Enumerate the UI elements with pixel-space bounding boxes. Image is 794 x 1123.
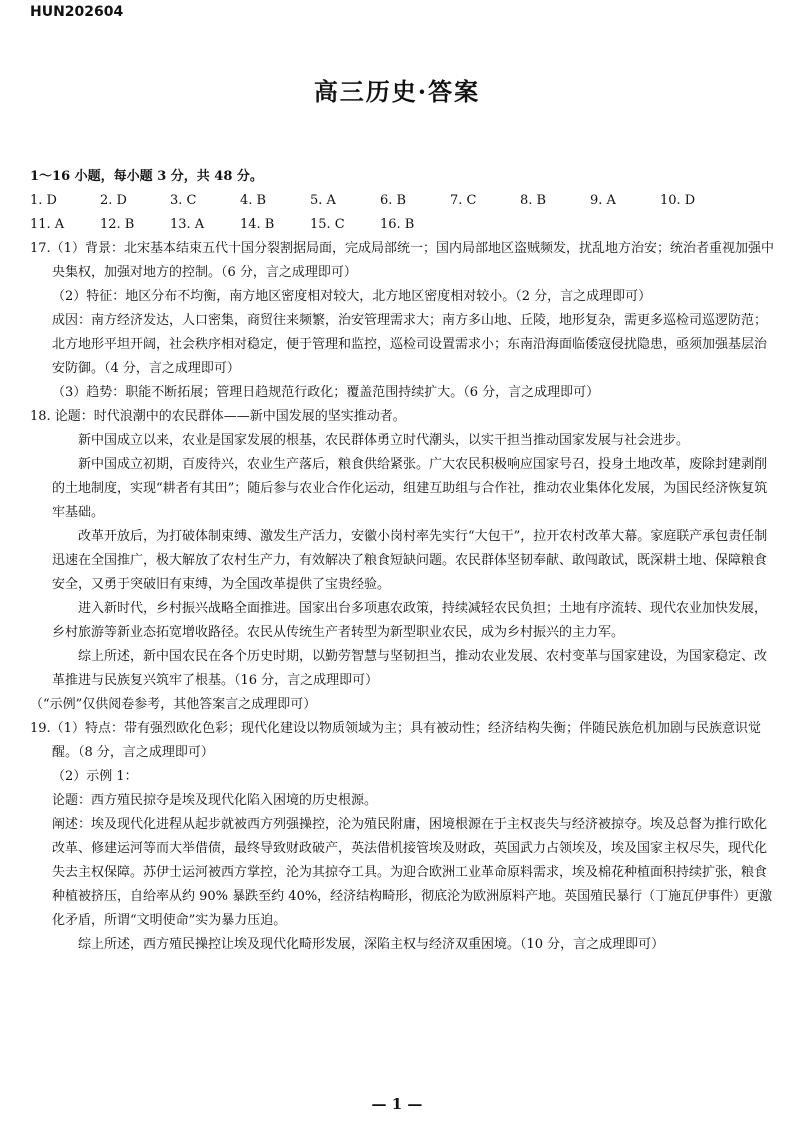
q19-thesis: 论题：西方殖民掠夺是埃及现代化陷入困境的历史根源。 bbox=[52, 793, 378, 808]
answer-2: 2. D bbox=[100, 193, 127, 208]
q19-features: 19.（1）特点：带有强烈欧化色彩；现代化建设以物质领域为主；具有被动性；经济结构失衡；伴随民族危机加剧与民族意识觉醒。（8 分，言之成理即可） bbox=[30, 721, 761, 760]
q19-conclusion: 综上所述，西方殖民操控让埃及现代化畸形发展，深陷主权与经济双重困境。（10 分，言之成理即可） bbox=[78, 937, 665, 952]
q18-paragraph: 新中国成立初期，百废待兴，农业生产落后，粮食供给紧张。广大农民积极响应国家号召，投身土地改革，废除封建剥削的土地制度，实现“耕者有其田”；随后参与农业合作化运动，组建互助组与合作社，推动农业集体化发展，为国民经济恢复筑牢基础。 bbox=[52, 457, 768, 520]
answer-11: 11. A bbox=[30, 217, 65, 232]
multiple-choice-intro: 1～16 小题，每小题 3 分，共 48 分。 bbox=[30, 169, 263, 184]
answer-6: 6. B bbox=[380, 193, 407, 208]
page-number: — 1 — bbox=[371, 1095, 423, 1113]
answers-row-2 bbox=[30, 213, 776, 237]
q18-paragraph: 新中国成立以来，农业是国家发展的根基，农民群体勇立时代潮头，以实干担当推动国家发展与社会进步。 bbox=[78, 433, 690, 448]
answer-5: 5. A bbox=[310, 193, 336, 208]
answer-4: 4. B bbox=[240, 193, 267, 208]
q19-elaboration: 阐述：埃及现代化进程从起步就被西方列强操控，沦为殖民附庸，困境根源在于主权丧失与经济被掠夺。埃及总督为推行欧化改革、修建运河等而大举借债，最终导致财政破产，英法借机接管埃及财政，英国武力占领埃及，埃及国家主权尽失，现代化失去主权保障。苏伊士运河被西方掌控，沦为其掠夺工具。为迎合欧洲工业革命原料需求，埃及棉花种植面积持续扩张，粮食种植被挤压，自给率从约 90% 暴跌至约 40%，经济结构畸形，彻底沦为欧洲原料产地。英国殖民暴行（丁施瓦伊事件）更激化矛盾，所谓“文明使命”实为暴力压迫。 bbox=[52, 817, 773, 928]
answer-12: 12. B bbox=[100, 217, 135, 232]
q17-trend: （3）趋势：职能不断拓展；管理日趋规范行政化；覆盖范围持续扩大。（6 分，言之成理即可） bbox=[52, 385, 600, 400]
answer-3: 3. C bbox=[170, 193, 197, 208]
q18-note: （“示例”仅供阅卷参考，其他答案言之成理即可） bbox=[30, 697, 317, 712]
q18-paragraph: 进入新时代，乡村振兴战略全面推进。国家出台多项惠农政策，持续减轻农民负担；土地有序流转、现代农业加快发展，乡村旅游等新业态拓宽增收路径。农民从传统生产者转型为新型职业农民，成为乡村振兴的主力军。 bbox=[52, 601, 768, 640]
answer-1: 1. D bbox=[30, 193, 57, 208]
answer-13: 13. A bbox=[170, 217, 205, 232]
answer-14: 14. B bbox=[240, 217, 275, 232]
q18-conclusion: 综上所述，新中国农民在各个历史时期，以勤劳智慧与坚韧担当，推动农业发展、农村变革与国家建设，为国家稳定、改革推进与民族复兴筑牢了根基。（16 分，言之成理即可） bbox=[52, 649, 768, 688]
answer-8: 8. B bbox=[520, 193, 547, 208]
page-title: 高三历史·答案 bbox=[313, 77, 481, 106]
answer-10: 10. D bbox=[660, 193, 696, 208]
q19-example-label: （2）示例 1： bbox=[52, 769, 138, 784]
answers-row-1 bbox=[30, 189, 776, 213]
q18-paragraph: 改革开放后，为打破体制束缚、激发生产活力，安徽小岗村率先实行“大包干”，拉开农村改革大幕。家庭联产承包责任制迅速在全国推广，极大解放了农村生产力，有效解决了粮食短缺问题。农民群体坚韧奉献、敢闯敢试，既深耕土地、保障粮食安全，又勇于突破旧有束缚，为全国改革提供了宝贵经验。 bbox=[52, 529, 768, 592]
answer-content bbox=[30, 165, 776, 957]
answer-9: 9. A bbox=[590, 193, 616, 208]
q17-background: 17.（1）背景：北宋基本结束五代十国分裂割据局面，完成局部统一；国内局部地区盗贼频发，扰乱地方治安；统治者重视加强中央集权，加强对地方的控制。（6 分，言之成理即可） bbox=[30, 241, 774, 280]
q17-cause: 成因：南方经济发达，人口密集，商贸往来频繁，治安管理需求大；南方多山地、丘陵，地形复杂，需更多巡检司巡逻防范；北方地形平坦开阔，社会秩序相对稳定，便于管理和监控，巡检司设置需求小；东南沿海面临倭寇侵扰隐患，亟须加强基层治安防御。（4 分，言之成理即可） bbox=[52, 313, 768, 376]
answer-16: 16. B bbox=[380, 217, 415, 232]
answer-7: 7. C bbox=[450, 193, 477, 208]
answer-15: 15. C bbox=[310, 217, 345, 232]
q18-thesis: 18. 论题：时代浪潮中的农民群体——新中国发展的坚实推动者。 bbox=[30, 409, 406, 424]
q17-feature: （2）特征：地区分布不均衡，南方地区密度相对较大，北方地区密度相对较小。（2 分，言之成理即可） bbox=[52, 289, 652, 304]
document-code: HUN202604 bbox=[30, 4, 124, 20]
